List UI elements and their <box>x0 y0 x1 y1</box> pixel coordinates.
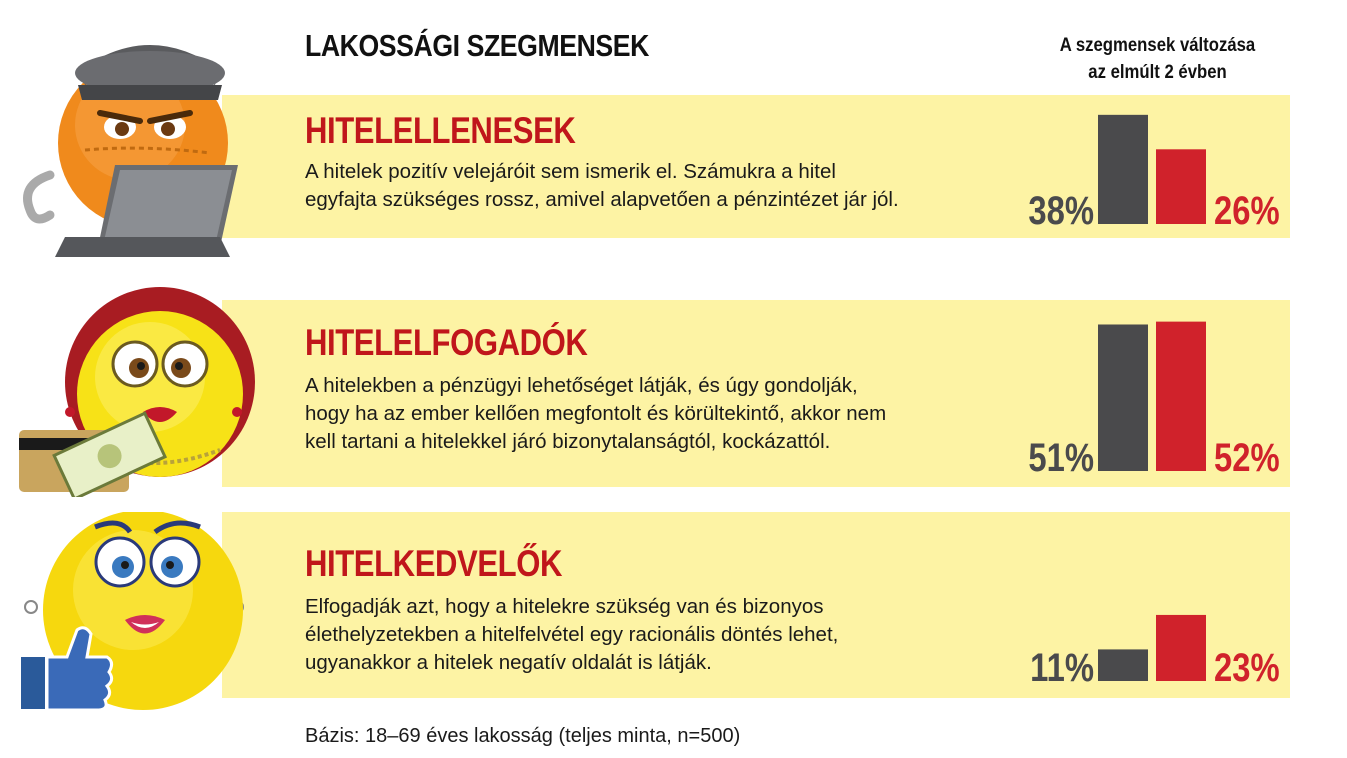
desc-line: Elfogadják azt, hogy a hitelekre szükség van és bizonyos <box>305 595 824 618</box>
value-label-previous: 51% <box>1028 434 1094 477</box>
bar-previous <box>1098 649 1148 681</box>
segment-name-1: HITELELLENESEK <box>305 110 576 151</box>
desc-line: A hitelek pozitív velejáróit sem ismerik el. Számukra a hitel <box>305 160 836 183</box>
bar-current <box>1156 615 1206 681</box>
value-label-previous: 38% <box>1028 187 1094 230</box>
bar-current <box>1156 322 1206 471</box>
change-title-line-2: az elmúlt 2 évben <box>1088 62 1227 83</box>
change-title <box>1045 32 1269 86</box>
page-title: LAKOSSÁGI SZEGMENSEK <box>305 28 649 63</box>
angry-hacker-emoji-icon <box>10 25 245 260</box>
segment-chart-1 <box>1010 100 1300 230</box>
happy-woman-thumbs-up-emoji-icon <box>15 512 255 722</box>
bar-previous <box>1098 324 1148 471</box>
bar-current <box>1156 149 1206 224</box>
desc-line: élethelyzetekben a hitelfelvétel egy racionális döntés lehet, <box>305 623 839 646</box>
value-label-current: 26% <box>1214 187 1280 230</box>
desc-line: ugyanakkor a hitelek negatív oldalát is látják. <box>305 651 712 674</box>
desc-line: A hitelekben a pénzügyi lehetőséget látják, és úgy gondolják, <box>305 374 858 397</box>
desc-line: kell tartani a hitelekkel járó bizonytalanságtól, kockázattól. <box>305 430 831 453</box>
segment-desc-3 <box>305 593 995 677</box>
segment-name-2: HITELELFOGADÓK <box>305 322 588 363</box>
value-label-current: 23% <box>1214 644 1280 687</box>
segment-desc-2 <box>305 372 995 456</box>
segment-chart-2 <box>1010 305 1300 477</box>
segment-name-3: HITELKEDVELŐK <box>305 543 563 584</box>
segment-chart-3 <box>1010 515 1300 687</box>
woman-with-money-emoji-icon <box>15 272 255 497</box>
footnote: Bázis: 18–69 éves lakosság (teljes minta, n=500) <box>305 725 741 747</box>
desc-line: egyfajta szükséges rossz, amivel alapvetően a pénzintézet jár jól. <box>305 188 899 211</box>
value-label-previous: 11% <box>1030 644 1094 687</box>
segment-desc-1 <box>305 158 995 214</box>
change-title-line-1: A szegmensek változása <box>1059 35 1256 56</box>
desc-line: hogy ha az ember kellően megfontolt és körültekintő, akkor nem <box>305 402 887 425</box>
value-label-current: 52% <box>1214 434 1280 477</box>
bar-previous <box>1098 115 1148 224</box>
